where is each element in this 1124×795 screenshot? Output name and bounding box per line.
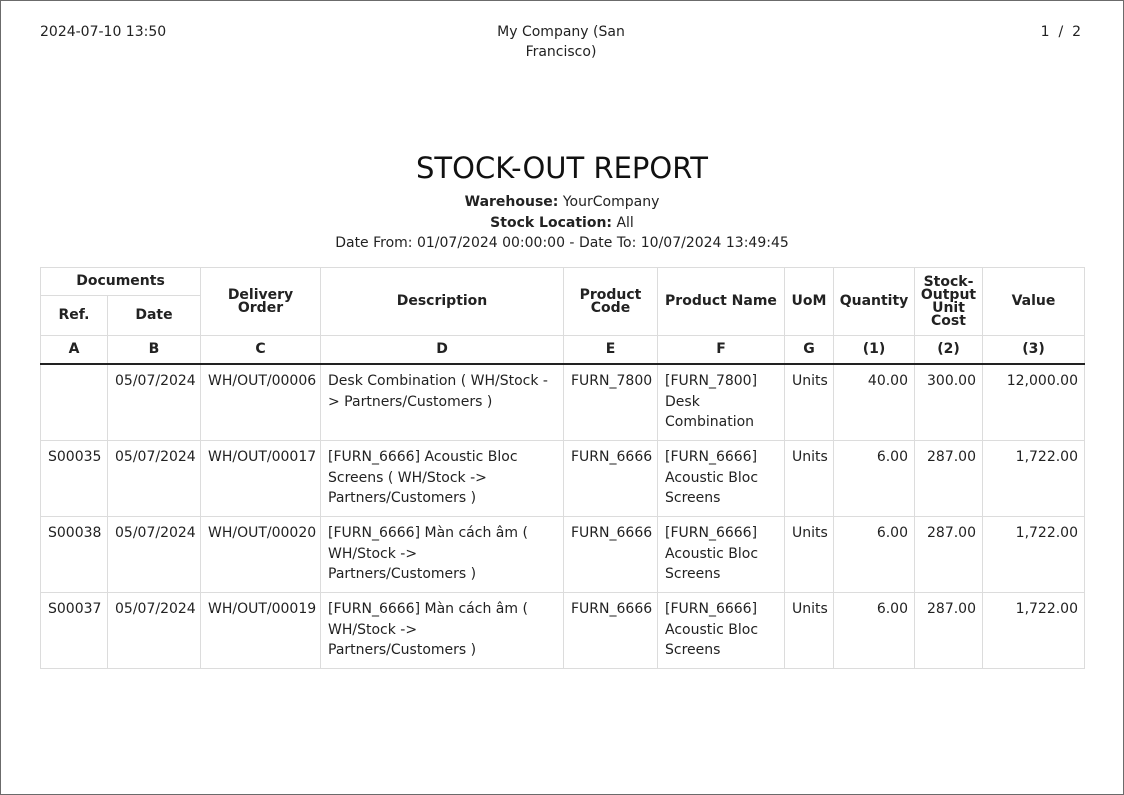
product-code-cell: FURN_6666 — [564, 441, 658, 517]
product-name-header: Product Name — [658, 268, 785, 336]
product-name-cell: [FURN_7800] Desk Combination — [658, 364, 785, 441]
print-timestamp: 2024-07-10 13:50 — [40, 24, 167, 40]
stock-out-table — [40, 267, 1085, 669]
unit-cost-cell: 287.00 — [915, 441, 983, 517]
delivery-order-cell: WH/OUT/00006 — [201, 364, 321, 441]
delivery-order-cell: WH/OUT/00020 — [201, 517, 321, 593]
column-code: (3) — [983, 336, 1085, 365]
quantity-cell: 6.00 — [834, 517, 915, 593]
date-cell: 05/07/2024 — [108, 517, 201, 593]
column-code: E — [564, 336, 658, 365]
column-code: B — [108, 336, 201, 365]
table-row — [41, 517, 1085, 593]
product-name-cell: [FURN_6666] Acoustic Bloc Screens — [658, 441, 785, 517]
unit-cost-header: Stock-Output Unit Cost — [915, 268, 983, 336]
unit-cost-cell: 300.00 — [915, 364, 983, 441]
page-number — [1041, 22, 1081, 42]
ref-cell: S00035 — [41, 441, 108, 517]
page-current: 1 — [1040, 24, 1050, 40]
uom-header: UoM — [785, 268, 834, 336]
page-total: 2 — [1072, 24, 1081, 40]
company-name: My Company (San Francisco) — [497, 24, 625, 60]
uom-cell: Units — [785, 441, 834, 517]
value-cell: 12,000.00 — [983, 364, 1085, 441]
quantity-header: Quantity — [834, 268, 915, 336]
table-row — [41, 364, 1085, 441]
documents-group-header: Documents — [41, 268, 201, 296]
stock-location-line — [1, 213, 1123, 233]
uom-cell: Units — [785, 364, 834, 441]
column-code: (1) — [834, 336, 915, 365]
ref-cell: S00037 — [41, 593, 108, 669]
value-cell: 1,722.00 — [983, 441, 1085, 517]
stock-location-label: Stock Location: — [490, 215, 613, 231]
column-code: F — [658, 336, 785, 365]
date-range: Date From: 01/07/2024 00:00:00 - Date To: 10/07/2024 13:49:45 — [335, 235, 789, 251]
ref-cell: S00038 — [41, 517, 108, 593]
delivery-order-header: Delivery Order — [201, 268, 321, 336]
warehouse-label: Warehouse: — [464, 194, 559, 210]
warehouse-line — [1, 192, 1123, 212]
description-cell: [FURN_6666] Acoustic Bloc Screens ( WH/Stock -> Partners/Customers ) — [321, 441, 564, 517]
delivery-order-cell: WH/OUT/00019 — [201, 593, 321, 669]
column-code: A — [41, 336, 108, 365]
stock-location-value: All — [616, 215, 634, 231]
value-header: Value — [983, 268, 1085, 336]
unit-cost-cell: 287.00 — [915, 517, 983, 593]
uom-cell: Units — [785, 517, 834, 593]
unit-cost-cell: 287.00 — [915, 593, 983, 669]
product-code-cell: FURN_6666 — [564, 517, 658, 593]
date-cell: 05/07/2024 — [108, 593, 201, 669]
ref-header: Ref. — [41, 296, 108, 336]
date-header: Date — [108, 296, 201, 336]
column-code: C — [201, 336, 321, 365]
product-name-cell: [FURN_6666] Acoustic Bloc Screens — [658, 517, 785, 593]
column-code: (2) — [915, 336, 983, 365]
product-code-header: Product Code — [564, 268, 658, 336]
description-cell: Desk Combination ( WH/Stock -> Partners/Customers ) — [321, 364, 564, 441]
delivery-order-cell: WH/OUT/00017 — [201, 441, 321, 517]
description-cell: [FURN_6666] Màn cách âm ( WH/Stock -> Partners/Customers ) — [321, 517, 564, 593]
product-code-cell: FURN_7800 — [564, 364, 658, 441]
date-cell: 05/07/2024 — [108, 364, 201, 441]
product-name-cell: [FURN_6666] Acoustic Bloc Screens — [658, 593, 785, 669]
table-row — [41, 593, 1085, 669]
quantity-cell: 6.00 — [834, 441, 915, 517]
value-cell: 1,722.00 — [983, 593, 1085, 669]
warehouse-value: YourCompany — [562, 194, 660, 210]
column-code: G — [785, 336, 834, 365]
column-code: D — [321, 336, 564, 365]
table-row — [41, 441, 1085, 517]
value-cell: 1,722.00 — [983, 517, 1085, 593]
quantity-cell: 40.00 — [834, 364, 915, 441]
date-cell: 05/07/2024 — [108, 441, 201, 517]
uom-cell: Units — [785, 593, 834, 669]
report-title: STOCK-OUT REPORT — [416, 151, 708, 185]
description-header: Description — [321, 268, 564, 336]
page-separator: / — [1058, 24, 1064, 40]
description-cell: [FURN_6666] Màn cách âm ( WH/Stock -> Partners/Customers ) — [321, 593, 564, 669]
product-code-cell: FURN_6666 — [564, 593, 658, 669]
quantity-cell: 6.00 — [834, 593, 915, 669]
ref-cell — [41, 364, 108, 441]
